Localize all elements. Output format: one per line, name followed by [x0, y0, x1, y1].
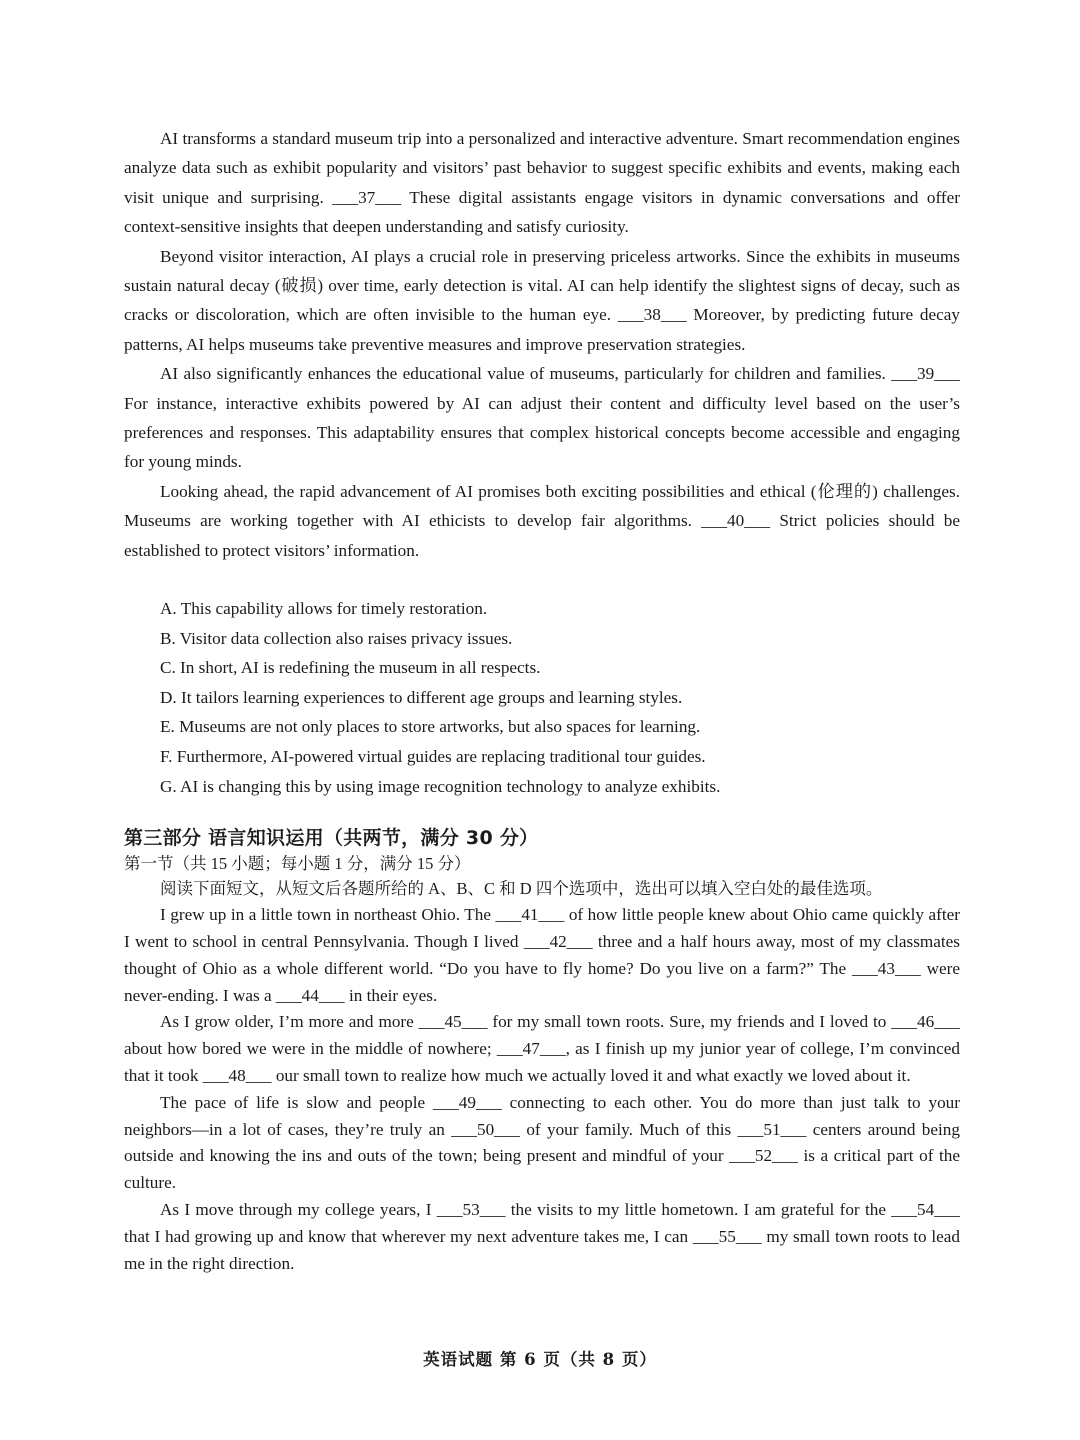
section-heading: 第三部分 语言知识运用（共两节，满分 30 分）	[124, 827, 539, 850]
page-content	[124, 124, 960, 1277]
option-b: B. Visitor data collection also raises privacy issues.	[160, 628, 513, 648]
cloze-paragraph-3: The pace of life is slow and people ___49___ connecting to each other. You do more than just talk to your neighbors—in a lot of cases, they’re truly an ___50___ of your family. Much of this ___51___ centers around being outside and knowing the ins and outs of the town; being present and mindful of your ___52___ is a critical part of the culture.	[124, 1092, 960, 1193]
cloze-paragraph-2: As I grow older, I’m more and more ___45___ for my small town roots. Sure, my friends and I loved to ___46___ about how bored we were in the middle of nowhere; ___47___, as I finish up my junior year of college, I’m convinced that it took ___48___ our small town to realize how much we actually loved it and what exactly we loved about it.	[124, 1012, 960, 1086]
cloze-paragraph-4: As I move through my college years, I ___53___ the visits to my little hometown. I am grateful for the ___54___ that I had growing up and know that wherever my next adventure takes me, I can ___55___ my small town roots to lead me in the right direction.	[124, 1200, 960, 1273]
passage-paragraph-4: Looking ahead, the rapid advancement of AI promises both exciting possibilities and ethical (伦理的) challenges. Museums are working together with AI ethicists to develop fair algorithms. ___40___ Strict policies should be established to protect visitors’ information.	[124, 481, 960, 560]
option-a: A. This capability allows for timely restoration.	[160, 599, 488, 619]
section-subheading: 第一节（共 15 小题；每小题 1 分，满分 15 分）	[124, 854, 471, 874]
passage-paragraph-2: Beyond visitor interaction, AI plays a crucial role in preserving priceless artworks. Since the exhibits in museums sustain natural decay (破损) over time, early detection is vital. AI can help identify the slightest signs of decay, such as cracks or discoloration, which are often invisible to the human eye. ___38___ Moreover, by predicting future decay patterns, AI helps museums take preventive measures and improve preservation strategies.	[124, 246, 960, 354]
option-g: G. AI is changing this by using image recognition technology to analyze exhibits.	[160, 776, 721, 796]
option-c: C. In short, AI is redefining the museum in all respects.	[160, 658, 541, 678]
section-instruction: 阅读下面短文，从短文后各题所给的 A、B、C 和 D 四个选项中，选出可以填入空白处的最佳选项。	[160, 879, 883, 899]
passage-paragraph-3: AI also significantly enhances the educational value of museums, particularly for children and families. ___39___ For instance, interactive exhibits powered by AI can adjust their content and difficulty level based on the user’s preferences and responses. This adaptability ensures that complex historical concepts become accessible and engaging for young minds.	[124, 364, 960, 472]
option-d: D. It tailors learning experiences to different age groups and learning styles.	[160, 687, 683, 707]
page-footer: 英语试题 第 6 页（共 8 页）	[423, 1350, 657, 1369]
option-f: F. Furthermore, AI-powered virtual guides are replacing traditional tour guides.	[160, 747, 706, 767]
option-e: E. Museums are not only places to store artworks, but also spaces for learning.	[160, 717, 701, 737]
cloze-paragraph-1: I grew up in a little town in northeast Ohio. The ___41___ of how little people knew about Ohio came quickly after I went to school in central Pennsylvania. Though I lived ___42___ three and a half hours away, most of my classmates thought of Ohio as a whole different world. “Do you have to fly home? Do you live on a farm?” The ___43___ were never-ending. I was a ___44___ in their eyes.	[124, 905, 960, 1005]
passage-paragraph-1: AI transforms a standard museum trip into a personalized and interactive adventure. Smart recommendation engines analyze data such as exhibit popularity and visitors’ past behavior to suggest specific exhibits and events, making each visit unique and surprising. ___37___ These digital assistants engage visitors in dynamic conversations and offer context-sensitive insights that deepen understanding and satisfy curiosity.	[124, 129, 960, 237]
answer-options	[124, 594, 960, 801]
